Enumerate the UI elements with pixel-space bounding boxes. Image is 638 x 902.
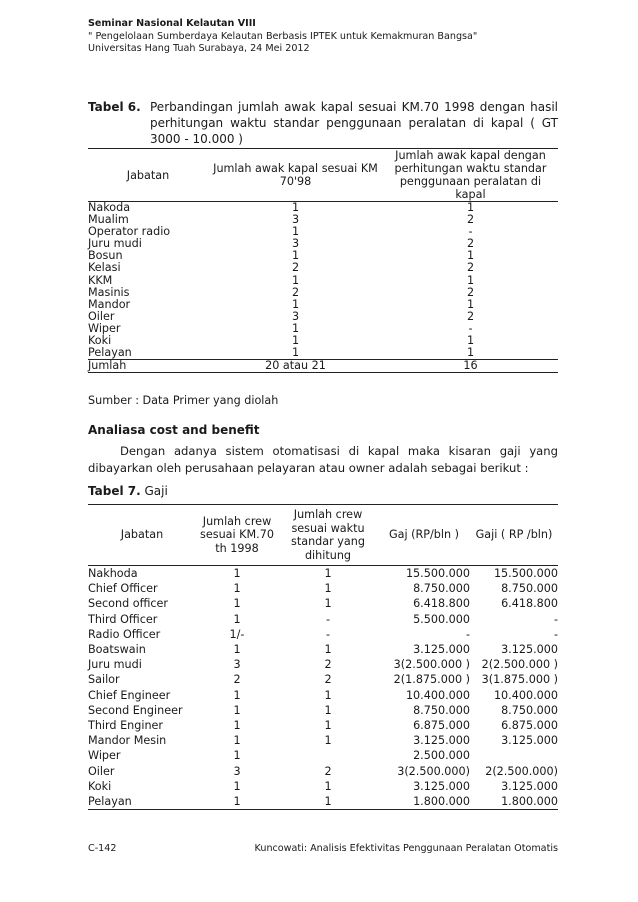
table6-cell: Mualim bbox=[88, 213, 129, 227]
table6-caption-text: Perbandingan jumlah awak kapal sesuai KM.70 1998 dengan hasil perhitungan waktu standar penggunaan peralatan di kapal ( GT 3000 - 10.000 ) bbox=[150, 100, 558, 146]
table6-body bbox=[88, 202, 558, 360]
table6-row bbox=[88, 238, 558, 250]
table7-cell: Third Enginer bbox=[88, 719, 164, 733]
table7-cell: 1 bbox=[233, 734, 241, 748]
table7-cell: 8.750.000 bbox=[413, 582, 470, 596]
table7-cell: 2 bbox=[324, 673, 332, 687]
section-paragraph: Dengan adanya sistem otomatisasi di kapal maka kisaran gaji yang dibayarkan oleh perusahaan pelayaran atau owner adalah sebagai berikut : bbox=[88, 444, 558, 475]
table7-cell: 6.418.800 bbox=[413, 597, 470, 611]
page-header bbox=[88, 18, 477, 56]
table6-cell: 1 bbox=[291, 297, 300, 311]
table7-row bbox=[88, 718, 558, 733]
table6-cell: 3 bbox=[291, 213, 300, 227]
table7-cell: 15.500.000 bbox=[405, 567, 470, 580]
table6-cell: 1 bbox=[466, 249, 475, 263]
table6-header-jabatan: Jabatan bbox=[88, 149, 208, 202]
table7-cell: 3(2.500.000) bbox=[397, 764, 470, 778]
table7-cell: 1 bbox=[233, 688, 241, 702]
table7-cell: 2(1.875.000 ) bbox=[393, 673, 470, 687]
table7-cell: 2(2.500.000) bbox=[485, 764, 558, 778]
table7-cell: Third Officer bbox=[88, 612, 158, 626]
table6-cell: KKM bbox=[88, 273, 113, 287]
table7-cell: Second officer bbox=[88, 597, 169, 611]
table7-cell: 1 bbox=[324, 703, 332, 717]
table6-total-km70: 20 atau 21 bbox=[208, 360, 383, 373]
table6-cell: 1 bbox=[466, 297, 475, 311]
table7-cell: 3 bbox=[233, 658, 241, 672]
table7-cell: 1 bbox=[233, 643, 241, 657]
table7-cell: Pelayan bbox=[88, 794, 196, 810]
table7-cell: 1.800.000 bbox=[378, 794, 470, 810]
table6-header-row bbox=[88, 149, 558, 202]
table7-cell: 5.500.000 bbox=[413, 612, 470, 626]
table7-cell: 1 bbox=[233, 703, 241, 717]
table7-cell: 3.125.000 bbox=[413, 779, 470, 793]
table7-cell: - bbox=[465, 627, 470, 641]
table7-cell: 6.875.000 bbox=[501, 719, 558, 733]
table6-source: Sumber : Data Primer yang diolah bbox=[88, 394, 279, 407]
table7-cell: 1 bbox=[233, 597, 241, 611]
table6-cell: 2 bbox=[466, 213, 475, 227]
table7-cell: 1 bbox=[196, 794, 278, 810]
table6-total-row bbox=[88, 360, 558, 373]
table7-cell: 8.750.000 bbox=[501, 582, 558, 596]
table7-cell: Radio Officer bbox=[88, 627, 161, 641]
table7-cell: 3.125.000 bbox=[413, 643, 470, 657]
table7-caption bbox=[88, 484, 168, 498]
table6-label: Tabel 6. bbox=[88, 100, 141, 114]
table7-cell: 2 bbox=[233, 673, 241, 687]
table7-cell: 1 bbox=[233, 749, 241, 763]
table6-header-km70: Jumlah awak kapal sesuai KM 70'98 bbox=[208, 149, 383, 202]
table7-row bbox=[88, 581, 558, 596]
table7-row bbox=[88, 566, 558, 582]
table6-cell: Nakoda bbox=[88, 201, 131, 214]
seminar-venue: Universitas Hang Tuah Surabaya, 24 Mei 2012 bbox=[88, 43, 310, 55]
table6-cell: 2 bbox=[291, 261, 300, 275]
table7-cell: 1 bbox=[324, 597, 332, 611]
table7-cell: 3.125.000 bbox=[501, 643, 558, 657]
table7-cell: 1 bbox=[233, 567, 241, 580]
table6-cell: 2 bbox=[466, 261, 475, 275]
table6 bbox=[88, 148, 558, 373]
table6-cell: 2 bbox=[466, 285, 475, 299]
table6-cell: 1 bbox=[291, 321, 300, 335]
footer-citation: Kuncowati: Analisis Efektivitas Penggunaan Peralatan Otomatis bbox=[254, 843, 558, 854]
table7-row bbox=[88, 703, 558, 718]
table7-cell: 1 bbox=[233, 779, 241, 793]
table6-cell: Mandor bbox=[88, 297, 131, 311]
table6-row bbox=[88, 275, 558, 287]
table7-label: Tabel 7. bbox=[88, 484, 141, 498]
table6-cell: 1 bbox=[466, 334, 475, 348]
table6-row bbox=[88, 226, 558, 238]
table7-row bbox=[88, 748, 558, 763]
table7-cell: 1 bbox=[324, 779, 332, 793]
table7-header-gaji1: Gaj (RP/bln ) bbox=[378, 505, 470, 566]
table6-row bbox=[88, 323, 558, 335]
table7-cell: - bbox=[553, 612, 558, 626]
table7-header-km70: Jumlah crew sesuai KM.70 th 1998 bbox=[196, 505, 278, 566]
table7-cell: Oiler bbox=[88, 764, 115, 778]
table6-cell: - bbox=[468, 225, 473, 239]
page-number: C-142 bbox=[88, 843, 117, 854]
table7-row bbox=[88, 794, 558, 810]
table7-cell: 3.125.000 bbox=[501, 734, 558, 748]
table6-row bbox=[88, 335, 558, 347]
table7-cell: 1 bbox=[324, 582, 332, 596]
table7-row bbox=[88, 627, 558, 642]
table7-row bbox=[88, 642, 558, 657]
table7-cell: 1/- bbox=[229, 627, 245, 641]
table6-cell: Bosun bbox=[88, 249, 123, 263]
table7-cell: 3(1.875.000 ) bbox=[481, 673, 558, 687]
table7-cell: Boatswain bbox=[88, 643, 146, 657]
table6-cell: 2 bbox=[291, 285, 300, 299]
table7-cell: 3.125.000 bbox=[413, 734, 470, 748]
table6-row bbox=[88, 287, 558, 299]
table6-cell: Masinis bbox=[88, 285, 130, 299]
table7-row bbox=[88, 733, 558, 748]
section-title: Analiasa cost and benefit bbox=[88, 423, 260, 437]
table7-cell: - bbox=[325, 612, 331, 626]
table7-row bbox=[88, 764, 558, 779]
table7-header-row bbox=[88, 505, 558, 566]
table7-caption-text: Gaji bbox=[144, 484, 168, 498]
table6-cell: 1 bbox=[291, 273, 300, 287]
table6-cell: Juru mudi bbox=[88, 237, 142, 251]
table6-cell: Wiper bbox=[88, 321, 121, 335]
table7-cell: 8.750.000 bbox=[413, 703, 470, 717]
table7-header-waktu: Jumlah crew sesuai waktu standar yang dihitung bbox=[278, 505, 378, 566]
table7-cell: Sailor bbox=[88, 673, 120, 687]
table7-cell: Second Engineer bbox=[88, 703, 183, 717]
table7-cell: 2.500.000 bbox=[413, 749, 470, 763]
table7-cell: 1 bbox=[324, 688, 332, 702]
table6-row bbox=[88, 299, 558, 311]
table6-row bbox=[88, 250, 558, 262]
table7-cell: Nakhoda bbox=[88, 567, 138, 580]
table7-cell: 3.125.000 bbox=[501, 779, 558, 793]
table6-cell: Operator radio bbox=[88, 225, 171, 239]
table7-cell bbox=[278, 748, 378, 763]
table6-cell: 1 bbox=[208, 347, 383, 360]
table7-cell: 10.400.000 bbox=[405, 688, 470, 702]
table7-cell: - bbox=[325, 627, 331, 641]
table7-header-jabatan: Jabatan bbox=[88, 505, 196, 566]
table6-cell: 2 bbox=[466, 309, 475, 323]
table6-cell: 1 bbox=[291, 249, 300, 263]
table6-cell: 1 bbox=[466, 273, 475, 287]
table7-cell: Chief Officer bbox=[88, 582, 158, 596]
table6-total-label: Jumlah bbox=[88, 360, 208, 373]
table6-cell: Pelayan bbox=[88, 347, 208, 360]
table7-cell: 3 bbox=[233, 764, 241, 778]
table7-cell: Chief Engineer bbox=[88, 688, 171, 702]
table7-cell: 1 bbox=[324, 734, 332, 748]
table6-cell: 1 bbox=[291, 201, 300, 214]
table7-cell: - bbox=[553, 627, 558, 641]
table6-cell: 1 bbox=[466, 201, 475, 214]
table7-cell: 1.800.000 bbox=[470, 794, 558, 810]
table7-cell: Juru mudi bbox=[88, 658, 142, 672]
table6-cell: Koki bbox=[88, 334, 112, 348]
table7-cell bbox=[470, 748, 558, 763]
table7-cell: 1 bbox=[233, 612, 241, 626]
table7-row bbox=[88, 779, 558, 794]
table7-cell: 3(2.500.000 ) bbox=[393, 658, 470, 672]
table7-cell: 1 bbox=[324, 567, 332, 580]
table7-cell: 2 bbox=[324, 764, 332, 778]
table6-cell: 1 bbox=[291, 334, 300, 348]
table7-row bbox=[88, 688, 558, 703]
table7-row bbox=[88, 612, 558, 627]
table7-cell: 1 bbox=[278, 794, 378, 810]
table7-cell: 15.500.000 bbox=[493, 567, 558, 580]
table6-cell: Oiler bbox=[88, 309, 115, 323]
seminar-title: Seminar Nasional Kelautan VIII bbox=[88, 18, 256, 29]
table6-cell: 1 bbox=[383, 347, 558, 360]
table7-cell: Mandor Mesin bbox=[88, 734, 167, 748]
table7-header-gaji2: Gaji ( RP /bln) bbox=[470, 505, 558, 566]
table6-row bbox=[88, 262, 558, 274]
table6-row bbox=[88, 311, 558, 323]
table7-cell: 1 bbox=[324, 643, 332, 657]
seminar-theme: " Pengelolaan Sumberdaya Kelautan Berbasis IPTEK untuk Kemakmuran Bangsa" bbox=[88, 30, 478, 42]
table6-header-hitung: Jumlah awak kapal dengan perhitungan waktu standar penggunaan peralatan di kapal bbox=[383, 149, 558, 202]
table6-caption bbox=[88, 99, 558, 147]
table7-cell: 6.418.800 bbox=[501, 597, 558, 611]
table7-body bbox=[88, 566, 558, 810]
table7-cell: 1 bbox=[233, 719, 241, 733]
table6-total-hitung: 16 bbox=[383, 360, 558, 373]
table6-cell: - bbox=[468, 321, 473, 335]
table7-cell: 2 bbox=[324, 658, 332, 672]
table6-cell: 1 bbox=[291, 225, 300, 239]
table6-row bbox=[88, 347, 558, 360]
table6-cell: Kelasi bbox=[88, 261, 121, 275]
table6-cell: 2 bbox=[466, 237, 475, 251]
table6-row bbox=[88, 202, 558, 215]
table7-cell: 6.875.000 bbox=[413, 719, 470, 733]
table7-row bbox=[88, 657, 558, 672]
table7-row bbox=[88, 672, 558, 687]
table7-cell: 10.400.000 bbox=[493, 688, 558, 702]
table7-cell: Koki bbox=[88, 779, 112, 793]
table7-cell: 1 bbox=[233, 582, 241, 596]
table7-cell: 1 bbox=[324, 719, 332, 733]
table7-row bbox=[88, 596, 558, 611]
table7-cell: 8.750.000 bbox=[501, 703, 558, 717]
table6-cell: 3 bbox=[291, 309, 300, 323]
table6-cell: 3 bbox=[291, 237, 300, 251]
table7 bbox=[88, 504, 558, 810]
table7-cell: Wiper bbox=[88, 749, 121, 763]
table7-cell: 2(2.500.000 ) bbox=[481, 658, 558, 672]
